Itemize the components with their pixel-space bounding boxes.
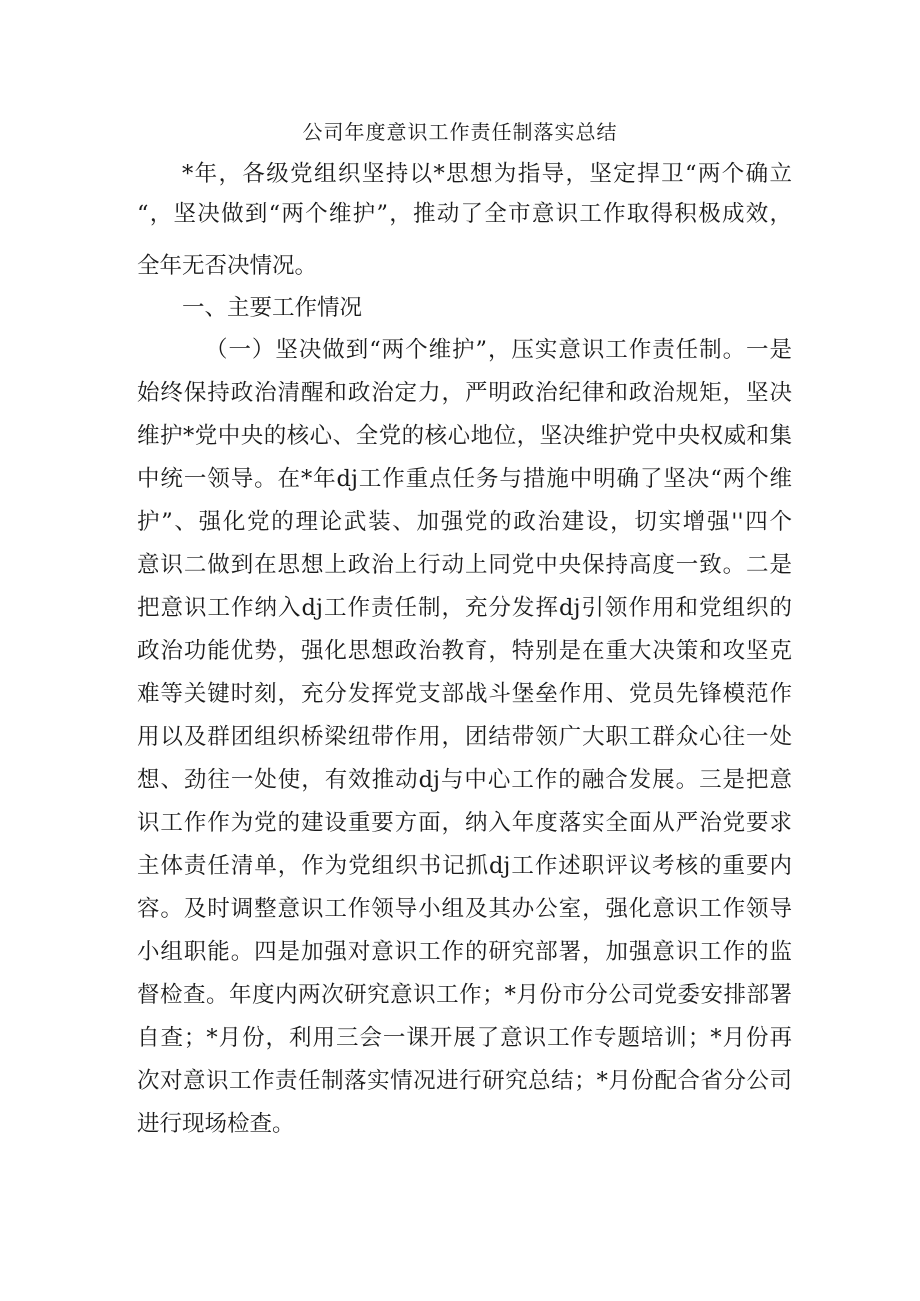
paragraph-2-line-19: 进行现场检查。 bbox=[137, 1111, 295, 1137]
paragraph-2-line-18: 次对意识工作责任制落实情况进行研究总结；*月份配合省分公司 bbox=[137, 1068, 792, 1094]
paragraph-1-line-1: *年，各级党组织坚持以*思想为指导，坚定捍卫“两个确立 bbox=[182, 161, 792, 187]
paragraph-2-line-15: 小组职能。四是加强对意识工作的研究部署，加强意识工作的监 bbox=[137, 939, 792, 965]
paragraph-2-line-7: 把意识工作纳入dj工作责任制，充分发挥dj引领作用和党组织的 bbox=[137, 595, 792, 621]
paragraph-2-line-16: 督检查。年度内两次研究意识工作；*月份市分公司党委安排部署 bbox=[137, 982, 792, 1008]
paragraph-1-line-2: “，坚决做到“两个维护”，推动了全市意识工作取得积极成效， bbox=[137, 201, 792, 227]
paragraph-2-line-6: 意识二做到在思想上政治上行动上同党中央保持高度一致。二是 bbox=[137, 552, 792, 578]
paragraph-1-line-3: 全年无否决情况。 bbox=[137, 253, 318, 279]
paragraph-2-line-17: 自查；*月份，利用三会一课开展了意识工作专题培训；*月份再 bbox=[137, 1025, 792, 1051]
paragraph-2-line-11: 想、劲往一处使，有效推动dj与中心工作的融合发展。三是把意 bbox=[137, 767, 792, 793]
document-title: 公司年度意识工作责任制落实总结 bbox=[302, 120, 618, 144]
paragraph-2-line-3: 维护*党中央的核心、全党的核心地位，坚决维护党中央权威和集 bbox=[137, 423, 792, 449]
paragraph-2-line-8: 政治功能优势，强化思想政治教育，特别是在重大决策和攻坚克 bbox=[137, 638, 792, 664]
section-heading: 一、主要工作情况 bbox=[182, 295, 363, 321]
paragraph-2-line-4: 中统一领导。在*年dj工作重点任务与措施中明确了坚决“两个维 bbox=[137, 466, 792, 492]
paragraph-2-line-2: 始终保持政治清醒和政治定力，严明政治纪律和政治规矩，坚决 bbox=[137, 380, 792, 406]
paragraph-2-line-13: 主体责任清单，作为党组织书记抓dj工作述职评议考核的重要内 bbox=[137, 853, 792, 879]
paragraph-2-line-5: 护”、强化党的理论武装、加强党的政治建设，切实增强''四个 bbox=[137, 509, 792, 535]
paragraph-2-line-9: 难等关键时刻，充分发挥党支部战斗堡垒作用、党员先锋模范作 bbox=[137, 681, 792, 707]
paragraph-2-line-14: 容。及时调整意识工作领导小组及其办公室，强化意识工作领导 bbox=[137, 896, 792, 922]
paragraph-2-line-12: 识工作作为党的建设重要方面，纳入年度落实全面从严治党要求 bbox=[137, 810, 792, 836]
paragraph-2-line-1: （一）坚决做到“两个维护”，压实意识工作责任制。一是 bbox=[205, 337, 792, 363]
paragraph-2-line-10: 用以及群团组织桥梁纽带作用，团结带领广大职工群众心往一处 bbox=[137, 724, 792, 750]
